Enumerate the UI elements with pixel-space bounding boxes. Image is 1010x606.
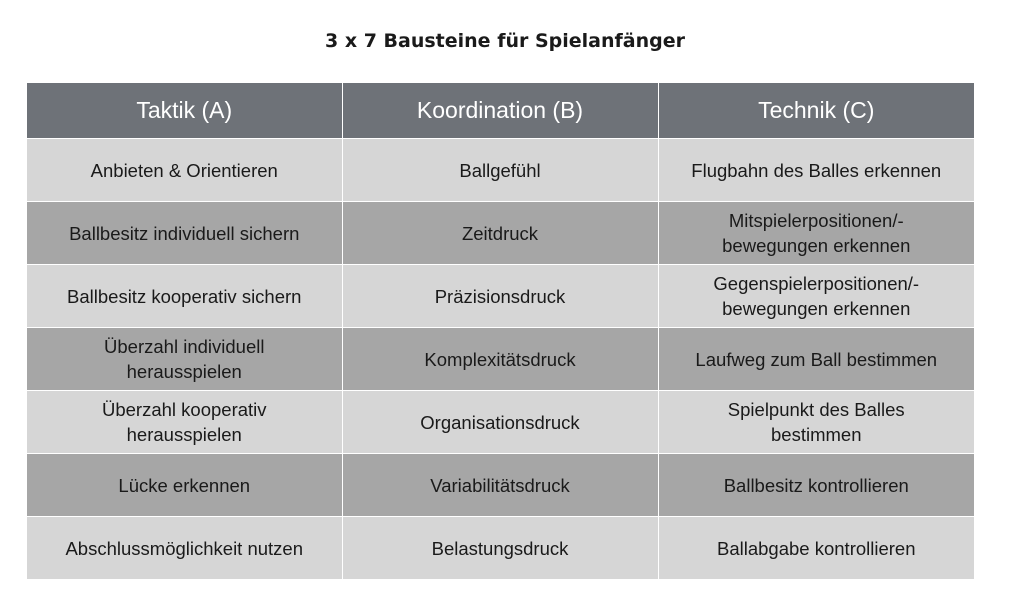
table-cell-taktik: Überzahl individuell herausspielen bbox=[27, 328, 342, 391]
table-cell-taktik: Überzahl kooperativ herausspielen bbox=[27, 391, 342, 454]
table-cell-taktik: Abschlussmöglichkeit nutzen bbox=[27, 517, 342, 580]
table-cell-technik: Spielpunkt des Balles bestimmen bbox=[658, 391, 974, 454]
table-cell-koordination: Komplexitätsdruck bbox=[342, 328, 658, 391]
table-cell-technik: Laufweg zum Ball bestimmen bbox=[658, 328, 974, 391]
header-koordination: Koordination (B) bbox=[342, 83, 658, 139]
table-cell-koordination: Präzisionsdruck bbox=[342, 265, 658, 328]
table-row bbox=[27, 517, 974, 580]
table-row bbox=[27, 139, 974, 202]
table-cell-technik: Ballabgabe kontrollieren bbox=[658, 517, 974, 580]
header-technik: Technik (C) bbox=[658, 83, 974, 139]
table-cell-koordination: Organisationsdruck bbox=[342, 391, 658, 454]
table-cell-technik: Gegenspielerpositionen/- bewegungen erkennen bbox=[658, 265, 974, 328]
table-row bbox=[27, 454, 974, 517]
table-cell-taktik: Ballbesitz individuell sichern bbox=[27, 202, 342, 265]
table-cell-technik: Flugbahn des Balles erkennen bbox=[658, 139, 974, 202]
table-cell-koordination: Ballgefühl bbox=[342, 139, 658, 202]
table-cell-technik: Mitspielerpositionen/- bewegungen erkennen bbox=[658, 202, 974, 265]
table-cell-koordination: Belastungsdruck bbox=[342, 517, 658, 580]
table-cell-taktik: Lücke erkennen bbox=[27, 454, 342, 517]
table-row bbox=[27, 391, 974, 454]
building-blocks-table bbox=[27, 83, 974, 579]
table-row bbox=[27, 328, 974, 391]
table-cell-taktik: Anbieten & Orientieren bbox=[27, 139, 342, 202]
table-row bbox=[27, 202, 974, 265]
table-cell-taktik: Ballbesitz kooperativ sichern bbox=[27, 265, 342, 328]
table-cell-technik: Ballbesitz kontrollieren bbox=[658, 454, 974, 517]
table-header-row bbox=[27, 83, 974, 139]
table-row bbox=[27, 265, 974, 328]
table-cell-koordination: Zeitdruck bbox=[342, 202, 658, 265]
page-title: 3 x 7 Bausteine für Spielanfänger bbox=[325, 30, 685, 52]
header-taktik: Taktik (A) bbox=[27, 83, 342, 139]
table-cell-koordination: Variabilitätsdruck bbox=[342, 454, 658, 517]
